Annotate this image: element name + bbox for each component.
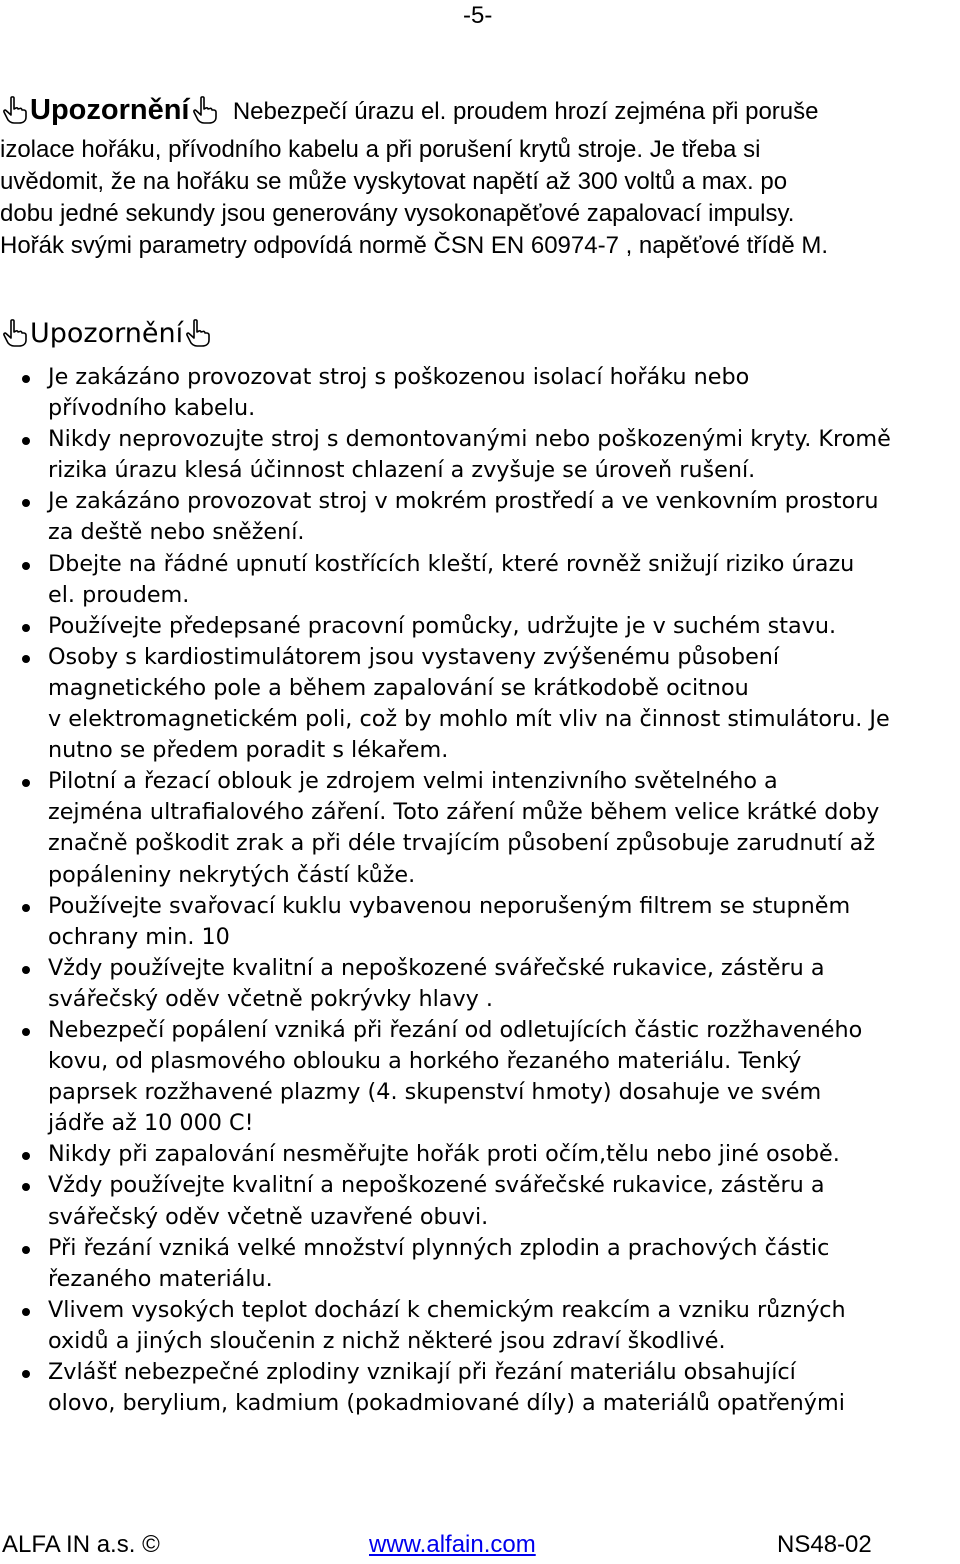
list-item-line: Při řezání vzniká velké množství plynných zplodin a prachových částic <box>48 1234 830 1261</box>
footer-company: ALFA IN a.s. © <box>2 1531 160 1558</box>
list-item <box>0 486 958 548</box>
list-item-line: značně poškodit zrak a při déle trvajícím působení způsobuje zarudnutí až <box>48 830 876 857</box>
list-item <box>0 642 958 766</box>
pointing-hand-icon <box>2 95 28 134</box>
list-item-line: Vždy používejte kvalitní a nepoškozené svářečské rukavice, zástěru a <box>48 954 825 981</box>
list-item-line: popáleniny nekrytých částí kůže. <box>48 861 416 888</box>
list-item-line: Pilotní a řezací oblouk je zdrojem velmi intenzivního světelného a <box>48 768 778 795</box>
page-number: -5- <box>463 2 493 29</box>
list-item <box>0 891 958 953</box>
page-footer <box>0 1530 960 1560</box>
warning-heading: Upozornění <box>30 94 190 126</box>
footer-document-code: NS48-02 <box>777 1531 872 1558</box>
warning-text-line: dobu jedné sekundy jsou generovány vysokonapěťové zapalovací impulsy. <box>0 200 795 227</box>
pointing-hand-icon <box>2 318 28 358</box>
list-item-line: přívodního kabelu. <box>48 395 256 422</box>
safety-bullet-list <box>0 362 958 1419</box>
list-item-line: jádře až 10 000 C! <box>48 1110 254 1137</box>
warning-heading-text: Upozornění <box>30 318 184 349</box>
list-item-line: řezaného materiálu. <box>48 1265 273 1292</box>
list-item <box>0 1357 958 1419</box>
list-item-line: ochrany min. 10 <box>48 923 230 950</box>
list-item-line: Nikdy neprovozujte stroj s demontovanými nebo poškozenými kryty. Kromě <box>48 426 891 453</box>
list-item-line: Osoby s kardiostimulátorem jsou vystaveny zvýšenému působení <box>48 643 780 670</box>
list-item-line: Nikdy při zapalování nesměřujte hořák proti očím,tělu nebo jiné osobě. <box>48 1141 840 1168</box>
list-item-line: Je zakázáno provozovat stroj s poškozenou isolací hořáku nebo <box>48 364 750 390</box>
list-item-line: Nebezpečí popálení vzniká při řezání od odletujících částic rozžhaveného <box>48 1016 863 1043</box>
pointing-hand-icon <box>192 95 218 134</box>
list-item <box>0 549 958 611</box>
list-item-line: Dbejte na řádné upnutí kostřících kleští, které rovněž snižují riziko úrazu <box>48 550 855 577</box>
list-item <box>0 1233 958 1295</box>
list-item-line: v elektromagnetickém poli, což by mohlo mít vliv na činnost stimulátoru. Je <box>48 706 890 733</box>
list-item-line: Zvlášť nebezpečné zplodiny vznikají při řezání materiálu obsahující <box>48 1359 796 1385</box>
warning-heading-2 <box>0 316 213 358</box>
list-item-line: rizika úrazu klesá účinnost chlazení a zvyšuje se úroveň rušení. <box>48 457 756 484</box>
list-item-line: paprsek rozžhavené plazmy (4. skupenství hmoty) dosahuje ve svém <box>48 1079 822 1106</box>
warning-text-line: uvědomit, že na hořáku se může vyskytovat napětí až 300 voltů a max. po <box>0 168 788 195</box>
list-item-line: svářečský oděv včetně uzavřené obuvi. <box>48 1203 489 1230</box>
list-item-line: kovu, od plasmového oblouku a horkého řezaného materiálu. Tenký <box>48 1048 802 1075</box>
list-item-line: olovo, berylium, kadmium (pokadmiované díly) a materiálů opatřenými <box>48 1390 845 1417</box>
warning-electric-shock <box>0 94 958 262</box>
list-item-line: Vlivem vysokých teplot dochází k chemickým reakcím a vzniku různých <box>48 1296 846 1323</box>
list-item <box>0 611 958 642</box>
list-item-line: Vždy používejte kvalitní a nepoškozené svářečské rukavice, zástěru a <box>48 1172 825 1199</box>
list-item-line: Používejte svařovací kuklu vybavenou neporušeným filtrem se stupněm <box>48 892 851 919</box>
list-item <box>0 362 958 424</box>
list-item-line: za deště nebo sněžení. <box>48 519 305 546</box>
warning-text-line: Nebezpečí úrazu el. proudem hrozí zejména při poruše <box>232 98 819 125</box>
list-item-line: svářečský oděv včetně pokrývky hlavy . <box>48 985 494 1012</box>
list-item <box>0 953 958 1015</box>
list-item-line: oxidů a jiných sloučenin z nichž některé jsou zdraví škodlivé. <box>48 1327 726 1354</box>
list-item <box>0 1295 958 1357</box>
list-item-line: zejména ultrafialového záření. Toto záření může během velice krátké doby <box>48 799 880 826</box>
list-item-line: el. proudem. <box>48 581 190 608</box>
footer-website-link[interactable]: www.alfain.com <box>369 1531 536 1558</box>
list-item <box>0 766 958 890</box>
list-item-line: magnetického pole a během zapalování se krátkodobě ocitnou <box>48 674 749 701</box>
warning-text-line: izolace hořáku, přívodního kabelu a při porušení krytů stroje. Je třeba si <box>0 136 761 163</box>
warning-first-line <box>0 94 958 134</box>
list-item <box>0 424 958 486</box>
list-item-line: Používejte předepsané pracovní pomůcky, udržujte je v suchém stavu. <box>48 612 837 639</box>
list-item-line: Je zakázáno provozovat stroj v mokrém prostředí a ve venkovním prostoru <box>48 488 879 515</box>
warning-text-line: Hořák svými parametry odpovídá normě ČSN EN 60974-7 , napěťové třídě M. <box>0 232 829 259</box>
list-item-line: nutno se předem poradit s lékařem. <box>48 737 449 764</box>
list-item <box>0 1139 958 1170</box>
pointing-hand-icon <box>185 318 211 358</box>
list-item <box>0 1015 958 1139</box>
list-item <box>0 1170 958 1232</box>
